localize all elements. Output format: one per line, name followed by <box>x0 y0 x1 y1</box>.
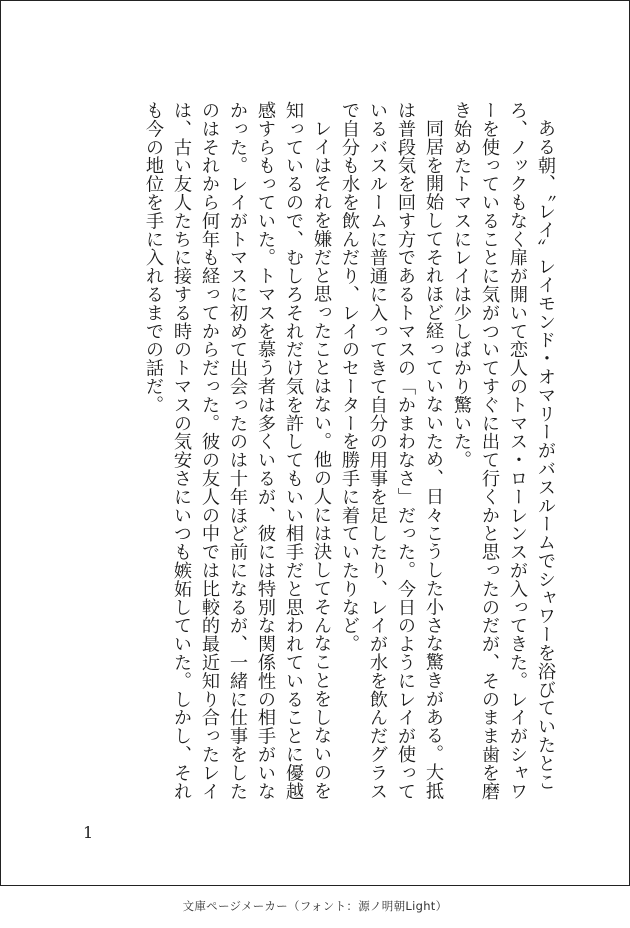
paragraph-3: レイはそれを嫌だと思ったことはない。他の人には決してそんなことをしないのを知っているので、むしろそれだけ気を許してもいい相手だと思われていることに優越感すらもっていた。トマスを慕う者は多くいるが、彼には特別な関係性の相手がいなかった。レイがトマスに初めて出会ったのは十年ほど前になるが、一緒に仕事をしたのはそれから何年も経ってからだった。彼の友人の中では比較的最近知り合ったレイは、古い友人たちに接する時のトマスの気安さにいつも嫉妬していた。しかし、それも今の地位を手に入れるまでの話だ。 <box>143 101 332 801</box>
vertical-text-body <box>69 101 559 801</box>
page-number: 1 <box>83 823 94 842</box>
paragraph-1: ある朝、〝レイ〟レイモンド・オマリーがバスルームでシャワーを浴びていたところ、ノックもなく扉が開いて恋人のトマス・ローレンスが入ってきた。レイがシャワーを使っていることに気がついてすぐに出て行くかと思ったのだが、そのまま歯を磨き始めたトマスにレイは少しばかり驚いた。 <box>451 101 556 801</box>
paragraph-2: 同居を開始してそれほど経っていないため、日々こうした小さな驚きがある。大抵は普段気を回す方であるトマスの「かまわなさ」だった。今日のようにレイが使っているバスルームに普通に入ってきて自分の用事を足したり、レイが水を飲んだグラスで自分も水を飲んだり、レイのセーターを勝手に着ていたりなど。 <box>339 101 444 801</box>
footer-caption: 文庫ページメーカー（フォント：源ノ明朝Light） <box>182 899 448 913</box>
